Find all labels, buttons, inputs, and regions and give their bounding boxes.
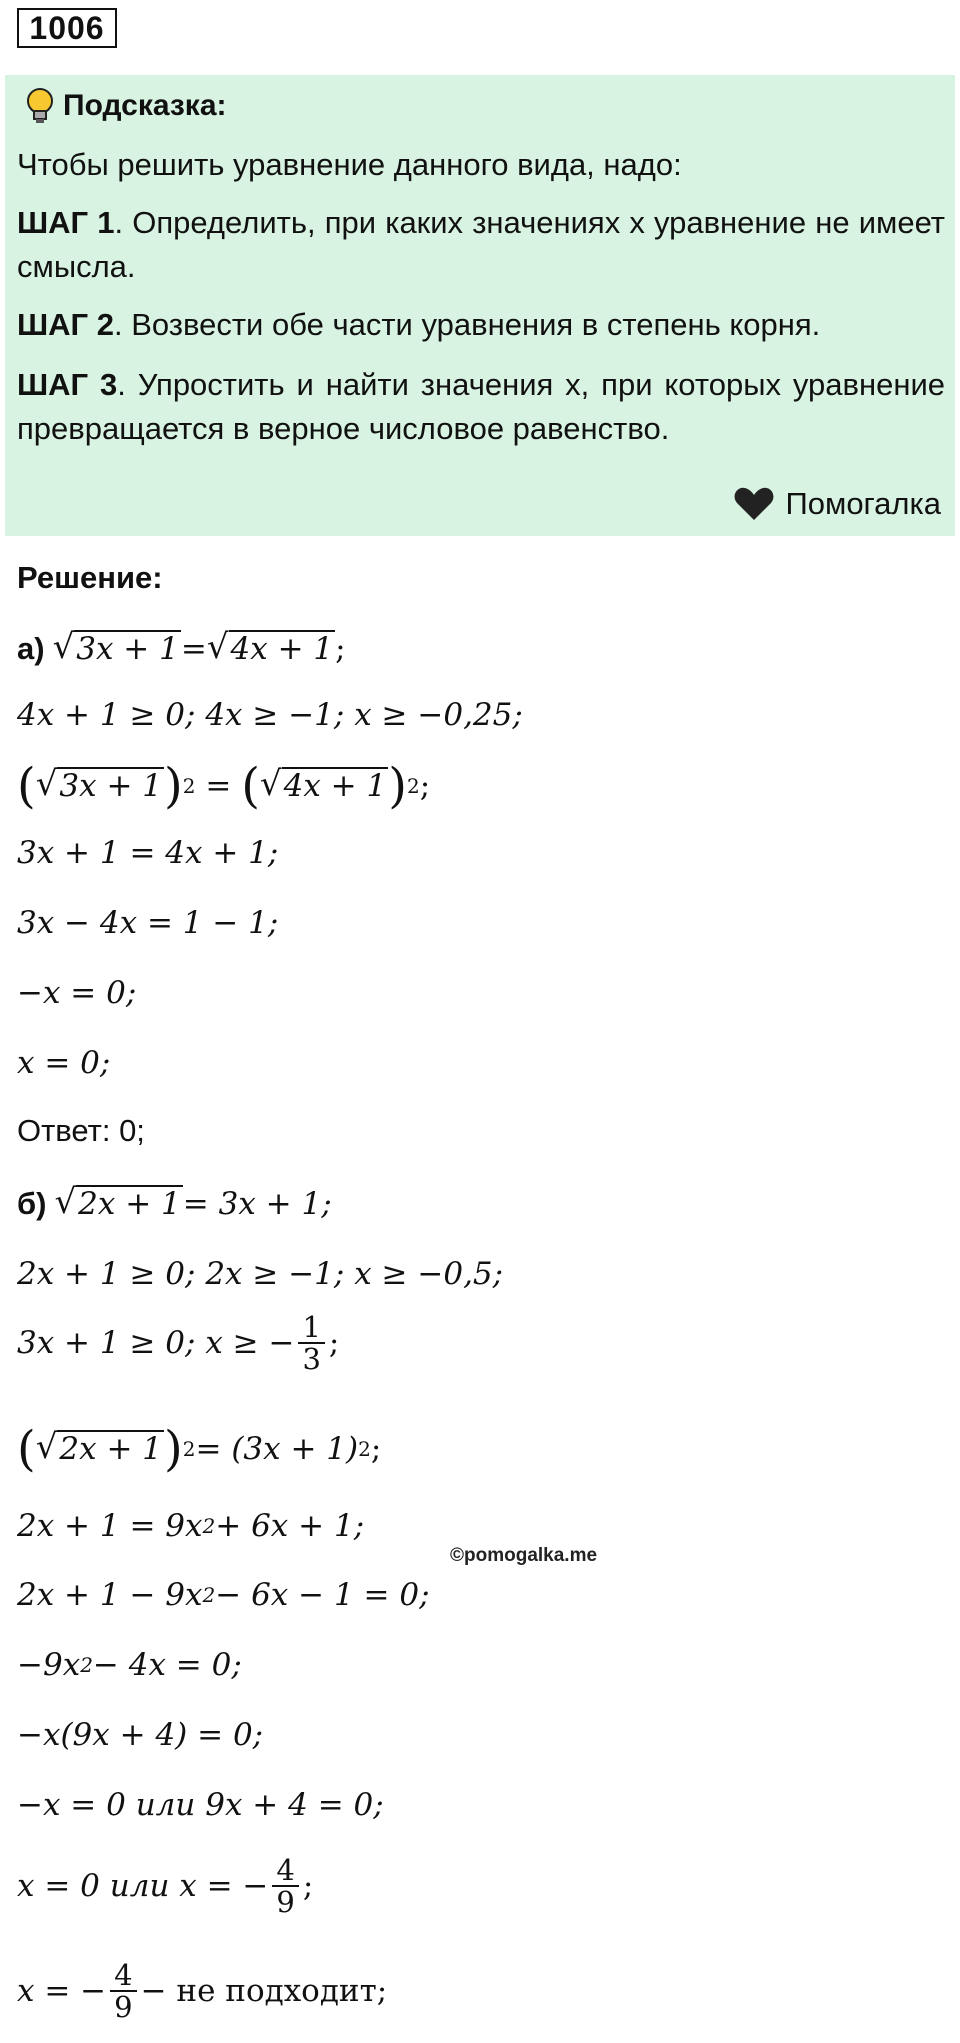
heart-icon	[733, 486, 775, 522]
hint-box	[5, 75, 955, 536]
part-b-equation: б) √ 2x + 1 = 3x + 1;	[17, 1182, 332, 1222]
part-b-line-1: 2x + 1 = 9x 2 + 6x + 1;	[17, 1508, 365, 1544]
part-a-step-2: 3x − 4x = 1 − 1;	[17, 905, 279, 941]
part-a-domain: 4x + 1 ≥ 0; 4x ≥ −1; x ≥ −0,25;	[17, 697, 523, 733]
brand-name: Помогалка	[785, 486, 941, 521]
solution-title: Решение:	[17, 560, 163, 595]
lightbulb-icon	[25, 87, 55, 125]
part-b-domain-1: 2x + 1 ≥ 0; 2x ≥ −1; x ≥ −0,5;	[17, 1256, 504, 1292]
watermark: ©pomogalka.me	[450, 1545, 598, 1566]
part-a-step-3: −x = 0;	[17, 975, 137, 1011]
hint-title-text: Подсказка:	[63, 89, 227, 122]
part-b-line-5: −x = 0 или 9x + 4 = 0;	[17, 1787, 384, 1823]
part-a-step-1: 3x + 1 = 4x + 1;	[17, 835, 279, 871]
part-a-equation: а) √ 3x + 1 = √ 4x + 1 ;	[17, 627, 346, 667]
task-number: 1006	[17, 8, 117, 48]
part-b-line-3: −9x 2 − 4x = 0;	[17, 1647, 242, 1683]
part-b-line-4: −x(9x + 4) = 0;	[17, 1717, 264, 1753]
hint-intro: Чтобы решить уравнение данного вида, надо:	[17, 147, 682, 182]
part-a-answer: Ответ: 0;	[17, 1113, 145, 1148]
part-b-line-6: x = 0 или x = − $\frac{4}{9}$ ;	[17, 1853, 314, 1920]
hint-step-2: ШАГ 2. Возвести обе части уравнения в степень корня.	[17, 307, 821, 342]
part-b-domain-2: 3x + 1 ≥ 0; x ≥ − $\frac{1}{3}$ ;	[17, 1310, 340, 1377]
part-a-square: ( √ 3x + 1 ) 2 = ( √ 4x + 1 ) 2 ;	[17, 758, 431, 814]
part-a-step-4: x = 0;	[17, 1045, 111, 1081]
part-b-line-2: 2x + 1 − 9x 2 − 6x − 1 = 0;	[17, 1577, 430, 1613]
hint-step-3: ШАГ 3. Упростить и найти значения x, при которых уравнение превращается в верное числовое равенство.	[17, 367, 945, 446]
brand	[733, 486, 941, 522]
hint-step-1: ШАГ 1. Определить, при каких значениях x уравнение не имеет смысла.	[17, 205, 945, 284]
part-b-line-7: x = − $\frac{4}{9}$ − не подходит;	[17, 1958, 388, 2025]
hint-title	[25, 87, 227, 125]
part-b-square: ( √ 2x + 1 ) 2 = (3x + 1) 2 ;	[17, 1421, 382, 1477]
